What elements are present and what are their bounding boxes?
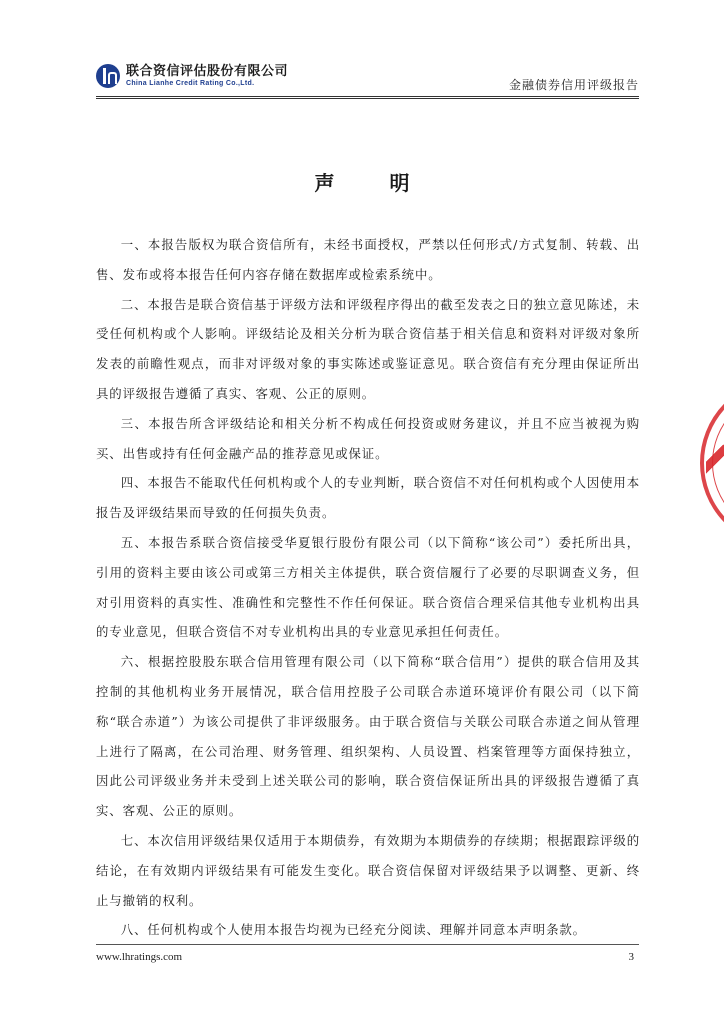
logo-name-en: China Lianhe Credit Rating Co.,Ltd. [126,80,255,87]
page-title: 声 明 [314,171,434,195]
declaration-paragraph: 三、本报告所含评级结论和相关分析不构成任何投资或财务建议，并且不应当被视为购买、出售或持有任何金融产品的推荐意见或保证。 [96,415,640,461]
declaration-paragraph: 七、本次信用评级结果仅适用于本期债券，有效期为本期债券的存续期；根据跟踪评级的结论，在有效期内评级结果有可能发生变化。联合资信保留对评级结果予以调整、更新、终止与撤销的权利。 [96,832,640,908]
page-number: 3 [628,951,634,963]
red-seal-stamp [700,378,724,548]
declaration-paragraph: 六、根据控股股东联合信用管理有限公司（以下简称“联合信用”）提供的联合信用及其控制的其他机构业务开展情况，联合信用控股子公司联合赤道环境评价有限公司（以下简称“联合赤道”）为该公司提供了非评级服务。由于联合资信与关联公司联合赤道之间从管理上进行了隔离，在公司治理、财务管理、组织架构、人员设置、档案管理等方面保持独立，因此公司评级业务并未受到上述关联公司的影响，联合资信保证所出具的评级报告遵循了真实、客观、公正的原则。 [96,654,640,819]
footer-website: www.lhratings.com [96,951,183,963]
header-divider [96,96,639,99]
footer-divider [96,944,639,945]
declaration-paragraph: 八、任何机构或个人使用本报告均视为已经充分阅读、理解并同意本声明条款。 [120,922,586,938]
logo-name-cn: 联合资信评估股份有限公司 [126,64,289,79]
lianhe-logo-icon [96,64,120,88]
report-type-header: 金融债券信用评级报告 [508,78,639,92]
declaration-paragraph: 一、本报告版权为联合资信所有，未经书面授权，严禁以任何形式/方式复制、转载、出售、发布或将本报告任何内容存储在数据库或检索系统中。 [96,237,640,282]
company-logo [96,60,288,92]
declaration-paragraph: 五、本报告系联合资信接受华夏银行股份有限公司（以下简称“该公司”）委托所出具，引用的资料主要由该公司或第三方相关主体提供，联合资信履行了必要的尽职调查义务，但对引用资料的真实性、准确性和完整性不作任何保证。联合资信合理采信其他专业机构出具的专业意见，但联合资信不对专业机构出具的专业意见承担任何责任。 [96,534,640,640]
declaration-paragraph: 四、本报告不能取代任何机构或个人的专业判断，联合资信不对任何机构或个人因使用本报告及评级结果而导致的任何损失负责。 [96,475,640,521]
declaration-paragraph: 二、本报告是联合资信基于评级方法和评级程序得出的截至发表之日的独立意见陈述，未受任何机构或个人影响。评级结论及相关分析为联合资信基于相关信息和资料对评级对象所发表的前瞻性观点，而非对评级对象的事实陈述或鉴证意见。联合资信有充分理由保证所出具的评级报告遵循了真实、客观、公正的原则。 [96,296,640,401]
declaration-body [96,230,640,945]
